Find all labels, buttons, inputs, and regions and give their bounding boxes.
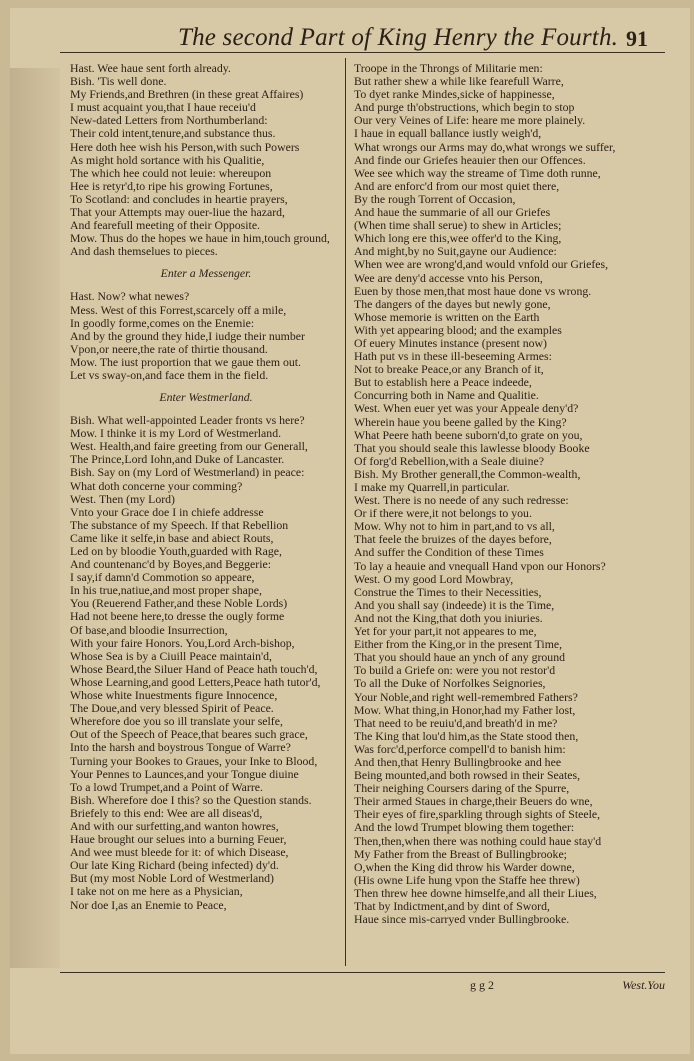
verse-line: To Scotland: and concludes in heartie prayers, bbox=[70, 192, 288, 206]
verse-line: In his true,natiue,and most proper shape, bbox=[70, 584, 262, 598]
verse-line: Not to breake Peace,or any Branch of it, bbox=[354, 363, 544, 377]
verse-line: And dash themselues to pieces. bbox=[70, 245, 218, 259]
stage-direction: Enter a Messenger. bbox=[160, 266, 252, 281]
verse-line: Bish. Say on (my Lord of Westmerland) in peace: bbox=[70, 466, 305, 480]
verse-line: Their eyes of fire,sparkling through sights of Steele, bbox=[354, 808, 601, 822]
verse-line: That by Indictment,and by dint of Sword, bbox=[354, 900, 550, 913]
verse-line: But (my most Noble Lord of Westmerland) bbox=[70, 872, 274, 886]
verse-line: And with our surfetting,and wanton howres, bbox=[70, 819, 279, 833]
verse-line: And not the King,that doth you iniuries. bbox=[354, 611, 543, 625]
verse-line: Our very Veines of Life: heare me more plainely. bbox=[354, 114, 586, 128]
verse-line: To lay a heauie and vnequall Hand vpon our Honors? bbox=[354, 559, 606, 573]
verse-line: Of forg'd Rebellion,with a Seale diuine? bbox=[354, 454, 544, 468]
verse-line: That feele the bruizes of the dayes before, bbox=[354, 533, 552, 547]
header-rule bbox=[60, 52, 665, 53]
verse-line: Of euery Minutes instance (present now) bbox=[354, 336, 547, 350]
verse-line: Our late King Richard (being infected) dy'd. bbox=[70, 859, 279, 873]
verse-line: To all the Duke of Norfolkes Seignories, bbox=[354, 677, 546, 691]
verse-line: The substance of my Speech. If that Rebellion bbox=[70, 518, 289, 532]
verse-line: Mow. What thing,in Honor,had my Father lost, bbox=[354, 703, 576, 717]
verse-line: And purge th'obstructions, which begin to stop bbox=[354, 101, 575, 115]
verse-line: And you shall say (indeede) it is the Time, bbox=[354, 598, 555, 612]
column-rule bbox=[345, 58, 346, 966]
verse-line: Of base,and bloodie Insurrection, bbox=[70, 623, 228, 637]
verse-line: Came like it selfe,in base and abiect Routs, bbox=[70, 531, 274, 545]
footer-rule bbox=[60, 972, 665, 973]
verse-line: I say,if damn'd Commotion so appeare, bbox=[70, 571, 255, 585]
verse-line: Turning your Bookes to Graues, your Inke to Blood, bbox=[70, 754, 318, 768]
verse-line: Out of the Speech of Peace,that beares such grace, bbox=[70, 728, 308, 742]
verse-line: Yet for your part,it not appeares to me, bbox=[354, 625, 537, 639]
verse-line: To build a Griefe on: were you not restor'd bbox=[354, 664, 556, 678]
verse-line: But rather shew a while like fearefull Warre, bbox=[354, 75, 564, 89]
verse-line: Being mounted,and both rowsed in their Seates, bbox=[354, 769, 581, 783]
verse-line: Let vs sway-on,and face them in the field. bbox=[70, 368, 269, 382]
verse-line: Troope in the Throngs of Militarie men: bbox=[354, 62, 543, 75]
verse-line: Was forc'd,perforce compell'd to banish him: bbox=[354, 742, 566, 756]
verse-line: To dyet ranke Mindes,sicke of happinesse, bbox=[354, 88, 555, 102]
verse-line: Whose white Inuestments figure Innocence, bbox=[70, 689, 278, 703]
verse-line: Your Pennes to Launces,and your Tongue diuine bbox=[70, 767, 299, 781]
verse-line: Hee is retyr'd,to ripe his growing Fortunes, bbox=[70, 179, 273, 193]
verse-line: Wee are deny'd accesse vnto his Person, bbox=[354, 271, 543, 285]
verse-line: And finde our Griefes heauier then our Offences. bbox=[354, 153, 586, 167]
verse-line: Vnto your Grace doe I in chiefe addresse bbox=[70, 505, 264, 519]
verse-line: What doth concerne your comming? bbox=[70, 479, 243, 493]
signature-mark: g g 2 bbox=[470, 978, 494, 992]
verse-line: New-dated Letters from Northumberland: bbox=[70, 114, 268, 128]
verse-line: And countenanc'd by Boyes,and Beggerie: bbox=[70, 558, 271, 572]
running-title: The second Part of King Henry the Fourth. bbox=[178, 24, 619, 51]
verse-line: My Friends,and Brethren (in these great Affaires) bbox=[70, 88, 304, 102]
verse-line: What Peere hath beene suborn'd,to grate on you, bbox=[354, 428, 583, 442]
verse-line: I make my Quarrell,in particular. bbox=[354, 481, 510, 494]
verse-line: And are enforc'd from our most quiet there, bbox=[354, 179, 560, 193]
verse-line: And by the ground they hide,I iudge their number bbox=[70, 329, 305, 343]
verse-line: That your Attempts may ouer-liue the hazard, bbox=[70, 206, 285, 220]
verse-line: Bish. Wherefore doe I this? so the Question stands. bbox=[70, 793, 312, 807]
verse-line: Whose memorie is written on the Earth bbox=[354, 310, 540, 324]
verse-line: To a lowd Trumpet,and a Point of Warre. bbox=[70, 780, 263, 794]
verse-line: Mess. West of this Forrest,scarcely off a mile, bbox=[70, 303, 287, 317]
verse-line: Then threw hee downe himselfe,and all their Liues, bbox=[354, 886, 597, 900]
verse-line: West. Then (my Lord) bbox=[70, 492, 175, 506]
verse-line: Haue brought our selues into a burning Feuer, bbox=[70, 833, 287, 847]
verse-line: West. When euer yet was your Appeale deny'd? bbox=[354, 402, 579, 416]
verse-line: I take not on me here as a Physician, bbox=[70, 885, 243, 899]
verse-line: O,when the King did throw his Warder downe, bbox=[354, 860, 575, 874]
verse-line: And then,that Henry Bullingbrooke and hee bbox=[354, 755, 562, 769]
verse-line: Briefely to this end: Wee are all diseas'd, bbox=[70, 806, 263, 820]
verse-line: Then,then,when there was nothing could haue stay'd bbox=[354, 834, 602, 848]
verse-line: Haue since mis-carryed vnder Bullingbrooke. bbox=[354, 913, 570, 927]
verse-line: Led on by bloodie Youth,guarded with Rage, bbox=[70, 545, 282, 558]
show-through-margin bbox=[10, 68, 60, 968]
verse-line: And fearefull meeting of their Opposite. bbox=[70, 219, 261, 233]
verse-line: With your faire Honors. You,Lord Arch-bishop, bbox=[70, 636, 295, 650]
verse-line: But to establish here a Peace indeede, bbox=[354, 376, 532, 390]
verse-line: Their armed Staues in charge,their Beuers do wne, bbox=[354, 795, 593, 809]
verse-line: That you should seale this lawlesse bloody Booke bbox=[354, 441, 590, 455]
verse-line: Their cold intent,tenure,and substance thus. bbox=[70, 127, 276, 141]
verse-line: That you should haue an ynch of any ground bbox=[354, 651, 565, 665]
verse-line: The Doue,and very blessed Spirit of Peace. bbox=[70, 702, 274, 716]
verse-line: West. There is no neede of any such redresse: bbox=[354, 494, 569, 508]
verse-line: Construe the Times to their Necessities, bbox=[354, 585, 542, 599]
verse-line: The King that lou'd him,as the State stood then, bbox=[354, 729, 579, 743]
verse-line: Wee see which way the streame of Time doth runne, bbox=[354, 166, 601, 180]
verse-line: Mow. The iust proportion that we gaue them out. bbox=[70, 355, 301, 369]
verse-line: Or if there were,it not belongs to you. bbox=[354, 507, 532, 521]
verse-line: Whose Sea is by a Ciuill Peace maintain'd, bbox=[70, 649, 272, 663]
verse-line: The dangers of the dayes but newly gone, bbox=[354, 297, 551, 311]
catchword: West.You bbox=[622, 978, 665, 992]
verse-line: Their neighing Coursers daring of the Spurre, bbox=[354, 782, 570, 796]
verse-line: Had not beene here,to dresse the ougly forme bbox=[70, 610, 285, 624]
verse-line: I must acquaint you,that I haue receiu'd bbox=[70, 101, 256, 115]
verse-line: My Father from the Breast of Bullingbrooke; bbox=[354, 847, 567, 861]
verse-line: Your Noble,and right well-remembred Fathers? bbox=[354, 690, 578, 704]
verse-line: Whose Beard,the Siluer Hand of Peace hath touch'd, bbox=[70, 662, 318, 676]
verse-line: Concurring both in Name and Qualitie. bbox=[354, 389, 539, 403]
verse-line: What wrongs our Arms may do,what wrongs we suffer, bbox=[354, 140, 616, 154]
verse-line: And the lowd Trumpet blowing them together: bbox=[354, 821, 575, 835]
verse-line: Into the harsh and boystrous Tongue of Warre? bbox=[70, 741, 291, 755]
verse-line: Either from the King,or in the present Time, bbox=[354, 638, 563, 652]
verse-line: (His owne Life hung vpon the Staffe hee threw) bbox=[354, 873, 580, 887]
verse-line: And suffer the Condition of these Times bbox=[354, 546, 544, 560]
verse-line: Hast. Wee haue sent forth already. bbox=[70, 62, 231, 75]
verse-line: Whose Learning,and good Letters,Peace hath tutor'd, bbox=[70, 675, 321, 689]
left-column bbox=[70, 62, 342, 912]
verse-line: As might hold sortance with his Qualitie, bbox=[70, 153, 265, 167]
stage-direction: Enter Westmerland. bbox=[159, 390, 253, 405]
verse-line: By the rough Torrent of Occasion, bbox=[354, 192, 516, 206]
verse-line: Vpon,or neere,the rate of thirtie thousand. bbox=[70, 342, 268, 356]
verse-line: Bish. My Brother generall,the Common-wealth, bbox=[354, 467, 581, 481]
verse-line: With yet appearing blood; and the examples bbox=[354, 323, 562, 337]
verse-line: West. O my good Lord Mowbray, bbox=[354, 572, 514, 586]
verse-line: West. Health,and faire greeting from our Generall, bbox=[70, 440, 308, 454]
verse-line: Euen by those men,that most haue done vs wrong. bbox=[354, 284, 592, 298]
right-column bbox=[354, 62, 670, 926]
verse-line: Hast. Now? what newes? bbox=[70, 290, 190, 304]
verse-line: In goodly forme,comes on the Enemie: bbox=[70, 316, 255, 330]
verse-line: The Prince,Lord Iohn,and Duke of Lancaster. bbox=[70, 453, 285, 467]
verse-line: Mow. I thinke it is my Lord of Westmerland. bbox=[70, 427, 282, 441]
verse-line: Nor doe I,as an Enemie to Peace, bbox=[70, 898, 227, 912]
verse-line: (When time shall serue) to shew in Articles; bbox=[354, 219, 562, 233]
verse-line: Which long ere this,wee offer'd to the King, bbox=[354, 232, 562, 246]
verse-line: Here doth hee wish his Person,with such Powers bbox=[70, 140, 300, 154]
verse-line: Wherein haue you beene galled by the King? bbox=[354, 415, 567, 429]
page-footer bbox=[60, 978, 665, 998]
verse-line: I haue in equall ballance iustly weigh'd, bbox=[354, 127, 542, 141]
verse-line: Mow. Why not to him in part,and to vs all, bbox=[354, 520, 555, 534]
verse-line: Wherefore doe you so ill translate your selfe, bbox=[70, 715, 283, 729]
verse-line: Hath put vs in these ill-beseeming Armes: bbox=[354, 350, 552, 364]
verse-line: You (Reuerend Father,and these Noble Lords) bbox=[70, 597, 288, 611]
page-number: 91 bbox=[626, 26, 648, 51]
verse-line: Mow. Thus do the hopes we haue in him,touch ground, bbox=[70, 232, 330, 246]
verse-line: The which hee could not leuie: whereupon bbox=[70, 166, 272, 180]
verse-line: When wee are wrong'd,and would vnfold our Griefes, bbox=[354, 258, 609, 272]
verse-line: That need to be reuiu'd,and breath'd in me? bbox=[354, 716, 558, 730]
verse-line: And haue the summarie of all our Griefes bbox=[354, 206, 551, 220]
verse-line: And might,by no Suit,gayne our Audience: bbox=[354, 245, 557, 259]
verse-line: And wee must bleede for it: of which Disease, bbox=[70, 846, 289, 860]
verse-line: Bish. What well-appointed Leader fronts vs here? bbox=[70, 414, 305, 428]
verse-line: Bish. 'Tis well done. bbox=[70, 75, 167, 89]
